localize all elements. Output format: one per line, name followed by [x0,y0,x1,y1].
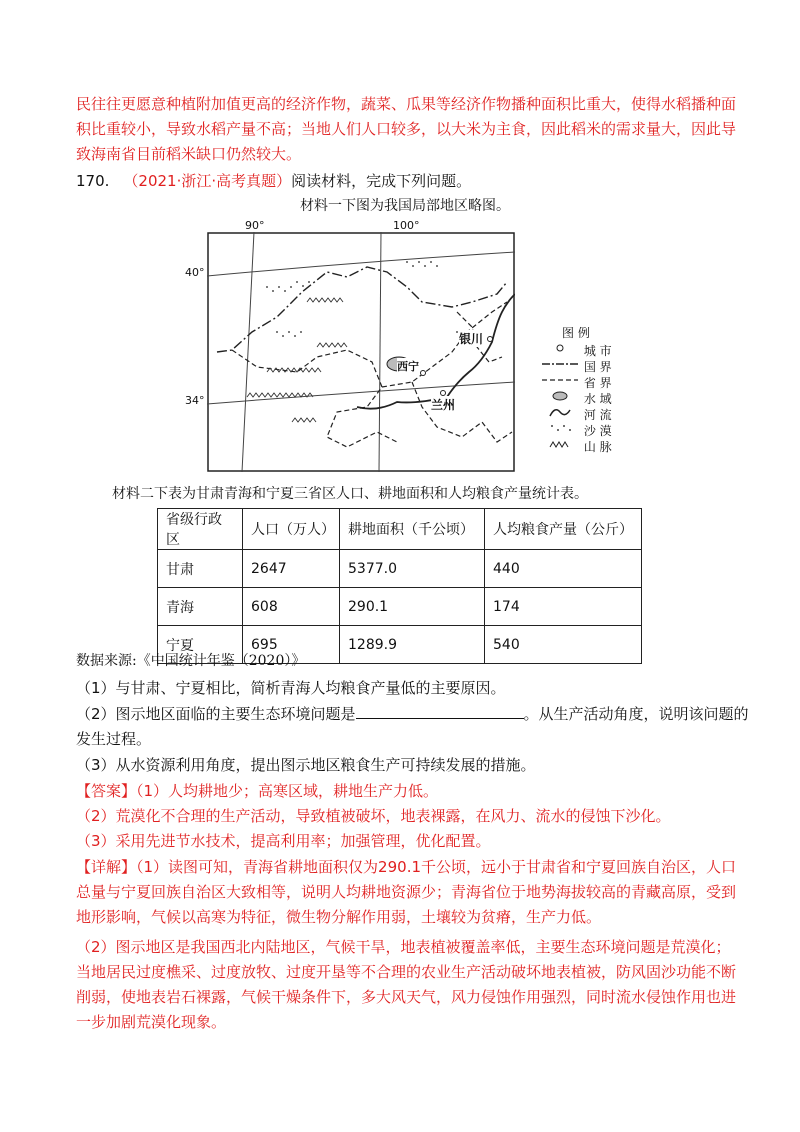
legend-item: 省 界 [540,374,630,390]
table-cell: 608 [243,588,340,626]
sub-question-2: （2）图示地区面临的主要生态环境问题是 。从生产活动角度，说明该问题的 [76,705,749,723]
map-legend [540,324,630,454]
question-number: 170. [76,172,110,190]
statistics-table [157,508,642,664]
table-cell: 2647 [243,550,340,588]
table-cell: 1289.9 [340,626,485,664]
table-cell: 青海 [158,588,243,626]
table-cell: 695 [243,626,340,664]
question-prompt: 阅读材料，完成下列问题。 [291,172,472,190]
answer-blank [356,704,524,719]
water-body-icon [540,390,580,402]
legend-item: 水 域 [540,390,630,406]
table-cell: 甘肃 [158,550,243,588]
region-map [185,219,515,472]
table-cell: 440 [485,550,642,588]
intro-paragraph: 民往往更愿意种植附加值更高的经济作物，蔬菜、瓜果等经济作物播种面积比重大，使得水稻播种面积比重较小，导致水稻产量不高；当地人们人口较多，以大米为主食，因此稻米的需求量大，因此导致海南省目前稻米缺口仍然较大。 [76,95,737,163]
material2-caption: 材料二下表为甘肃青海和宁夏三省区人口、耕地面积和人均粮食产量统计表。 [112,486,588,502]
provincial-border-icon [540,374,580,386]
table-cell: 290.1 [340,588,485,626]
national-border-icon [540,358,580,370]
city-label-xining: 西宁 [397,360,419,373]
detail-paragraph-2: （2）图示地区是我国西北内陆地区，气候干旱，地表植被覆盖率低，主要生态环境问题是荒漠化；当地居民过度樵采、过度放牧、过度开垦等不合理的农业生产活动破坏地表植被，防风固沙功能不断削弱，使地表岩石裸露，气候干燥条件下，多大风天气，风力侵蚀作用强烈，同时流水侵蚀作用也进一步加剧荒漠化现象。 [76,938,737,1031]
city-label-lanzhou: 兰州 [431,398,456,412]
question-header [76,170,471,192]
answer-line-1: 【答案】（1）人均耕地少；高寒区域，耕地生产力低。 [76,782,439,800]
detail-label: 【详解】 [76,858,137,876]
table-cell: 540 [485,626,642,664]
sub-question-1: （1）与甘肃、宁夏相比，简析青海人均粮食产量低的主要原因。 [76,679,506,697]
legend-item: 国 界 [540,358,630,374]
legend-title: 图 例 [562,326,590,340]
answer-label: 【答案】 [76,782,137,800]
data-source: 数据来源:《中国统计年鉴（2020）》 [76,653,306,669]
table-cell: 5377.0 [340,550,485,588]
table-header-cell: 耕地面积（千公顷） [340,509,485,550]
city-icon [540,342,580,354]
lat-label-34: 34° [185,394,205,407]
table-header-cell: 省级行政区 [158,509,243,550]
mountain-icon [540,438,580,450]
lat-label-40: 40° [185,266,205,279]
sub-question-2-cont: 发生过程。 [76,730,152,748]
answer-line-3: （3）采用先进节水技术，提高利用率；加强管理，优化配置。 [76,832,491,850]
sub-question-3: （3）从水资源利用角度，提出图示地区粮食生产可持续发展的措施。 [76,756,536,774]
table-header-cell: 人均粮食产量（公斤） [485,509,642,550]
lon-label-90: 90° [245,219,265,232]
table-cell: 174 [485,588,642,626]
answer-line-2: （2）荒漠化不合理的生产活动，导致植被破坏，地表裸露，在风力、流水的侵蚀下沙化。 [76,807,671,825]
legend-item: 沙 漠 [540,422,630,438]
table-header-row [158,509,642,550]
material1-caption: 材料一下图为我国局部地区略图。 [300,198,510,214]
question-source: （2021·浙江·高考真题） [123,172,292,190]
desert-icon [540,422,580,434]
legend-item: 城 市 [540,342,630,358]
detail-paragraph-1: 【详解】（1）读图可知，青海省耕地面积仅为290.1千公顷，远小于甘肃省和宁夏回族自治区，人口总量与宁夏回族自治区大致相等，说明人均耕地资源少；青海省位于地势海拔较高的青藏高原，受到地形影响，气候以高寒为特征，微生物分解作用弱，土壤较为贫瘠，生产力低。 [76,858,737,926]
table-row [158,550,642,588]
city-label-yinchuan: 银川 [459,332,484,346]
legend-item: 山 脉 [540,438,630,454]
table-cell: 宁夏 [158,626,243,664]
table-header-cell: 人口（万人） [243,509,340,550]
lon-label-100: 100° [393,219,420,232]
table-row [158,588,642,626]
legend-item: 河 流 [540,406,630,422]
river-icon [540,406,580,418]
